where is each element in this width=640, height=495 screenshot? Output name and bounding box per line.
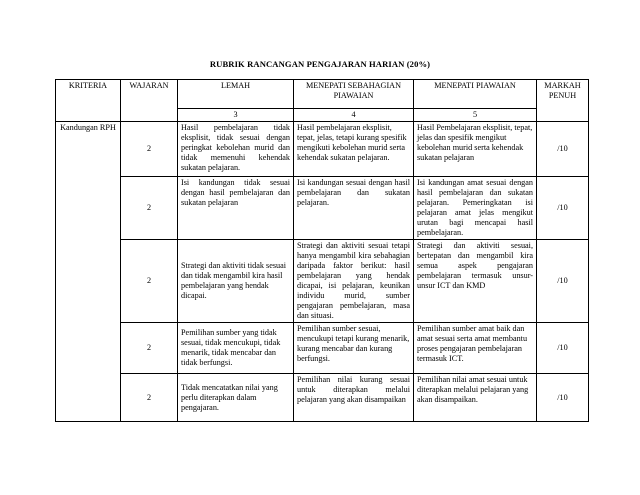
criterion-cell: Kandungan RPH [56, 122, 121, 422]
lemah-cell: Tidak mencatatkan nilai yang perlu diterapkan dalam pengajaran. [178, 374, 294, 422]
markah-cell: /10 [537, 374, 589, 422]
lemah-cell: Pemilihan sumber yang tidak sesuai, tidak mencukupi, tidak menarik, tidak mencabar dan tidak berfungsi. [178, 323, 294, 374]
piawaian-cell: Strategi dan aktiviti sesuai, bertepatan dan mengambil kira semua aspek pengajaran pembelajaran termasuk unsur-unsur ICT dan KMD [414, 240, 537, 323]
wajaran-cell: 2 [121, 122, 178, 177]
lemah-cell: Isi kandungan tidak sesuai dengan hasil pembelajaran dan sukatan pelajaran [178, 177, 294, 240]
score-lemah: 3 [178, 109, 294, 122]
piawaian-cell: Hasil Pembelajaran eksplisit, tepat, jelas dan spesifik mengikut kebolehan murid serta kehendak sukatan pelajaran [414, 122, 537, 177]
wajaran-cell: 2 [121, 323, 178, 374]
rubric-table [55, 79, 589, 422]
piawaian-cell: Pemilihan nilai amat sesuai untuk diterapkan melalui pelajaran yang akan disampaikan. [414, 374, 537, 422]
wajaran-cell: 2 [121, 177, 178, 240]
piawaian-cell: Pemilihan sumber amat baik dan amat sesuai serta amat membantu proses pengajaran pembelajaran termasuk ICT. [414, 323, 537, 374]
score-sebahagian: 4 [294, 109, 414, 122]
header-wajaran: WAJARAN [121, 80, 178, 122]
table-row [56, 122, 589, 177]
score-piawaian: 5 [414, 109, 537, 122]
table-row [56, 374, 589, 422]
header-row [56, 80, 589, 109]
wajaran-cell: 2 [121, 374, 178, 422]
header-kriteria: KRITERIA [56, 80, 121, 122]
sebahagian-cell: Isi kandungan sesuai dengan hasil pembelajaran dan sukatan pelajaran. [294, 177, 414, 240]
sebahagian-cell: Strategi dan aktiviti sesuai tetapi hanya mengambil kira sebahagian daripada faktor berikut: hasil pembelajaran yang hendak dicapai, isi pelajaran, keunikan individu murid, sumber pengajaran pembelajaran, masa dan situasi. [294, 240, 414, 323]
table-row [56, 240, 589, 323]
piawaian-cell: Isi kandungan amat sesuai dengan hasil pembelajaran dan sukatan pelajaran. Pemeringkatan isi pelajaran amat jelas mengikut urutan bagi mencapai hasil pembelajaran. [414, 177, 537, 240]
lemah-cell: Hasil pembelajaran tidak eksplisit, tidak sesuai dengan peringkat kebolehan murid dan tidak memenuhi kehendak sukatan pelajaran. [178, 122, 294, 177]
header-sebahagian: MENEPATI SEBAHAGIAN PIAWAIAN [294, 80, 414, 109]
markah-cell: /10 [537, 177, 589, 240]
header-piawaian: MENEPATI PIAWAIAN [414, 80, 537, 109]
markah-cell: /10 [537, 240, 589, 323]
lemah-cell: Strategi dan aktiviti tidak sesuai dan tidak mengambil kira hasil pembelajaran yang hendak dicapai. [178, 240, 294, 323]
header-markah: MARKAH PENUH [537, 80, 589, 122]
sebahagian-cell: Pemilihan sumber sesuai, mencukupi tetapi kurang menarik, kurang mencabar dan kurang berfungsi. [294, 323, 414, 374]
table-row [56, 323, 589, 374]
table-row [56, 177, 589, 240]
page-title: RUBRIK RANCANGAN PENGAJARAN HARIAN (20%) [209, 59, 431, 69]
wajaran-cell: 2 [121, 240, 178, 323]
markah-cell: /10 [537, 122, 589, 177]
sebahagian-cell: Hasil pembelajaran eksplisit, tepat, jelas, tetapi kurang spesifik mengikuti kebolehan murid serta kehendak sukatan pelajaran. [294, 122, 414, 177]
header-lemah: LEMAH [178, 80, 294, 109]
markah-cell: /10 [537, 323, 589, 374]
sebahagian-cell: Pemilihan nilai kurang sesuai untuk diterapkan melalui pelajaran yang akan disampaikan [294, 374, 414, 422]
